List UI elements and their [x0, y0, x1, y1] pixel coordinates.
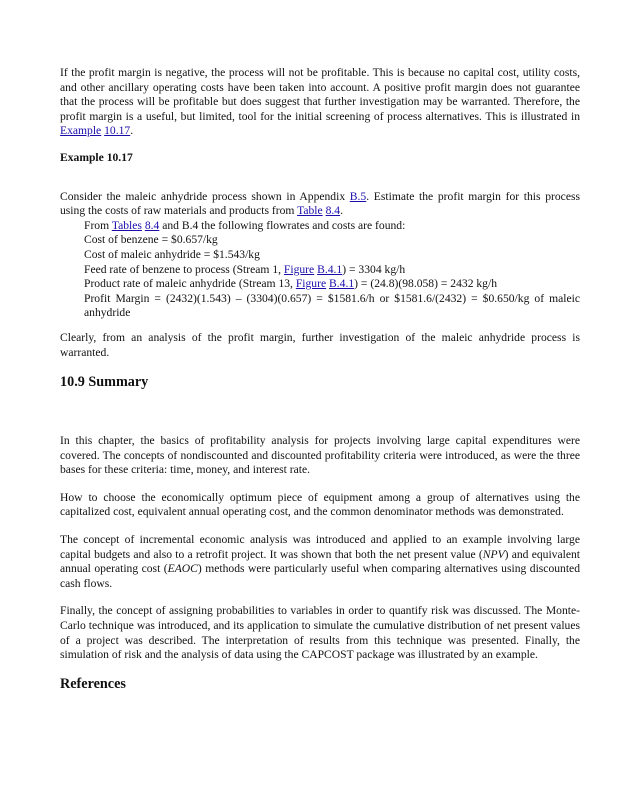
npv-term: NPV [482, 547, 505, 561]
eaoc-term: EAOC [167, 562, 198, 576]
summary-paragraph-4: Finally, the concept of assigning probabilities to variables in order to quantify risk was discussed. The Monte-Carlo technique was introduced, and its application to simulate the cumulative distribution of net present values of a project was described. The interpretation of results from this technique was presented. Finally, the simulation of risk and the analysis of data using the CAPCOST package was illustrated by an example. [60, 604, 580, 662]
line-text: Product rate of maleic anhydride (Stream 13, [84, 277, 296, 291]
figure-number-link[interactable]: B.4.1 [317, 262, 343, 276]
example-line-product-rate [84, 277, 580, 292]
example-problem-text-2: . Estimate the profit margin for this process using the costs of raw materials and products from [60, 189, 580, 218]
example-line-feed-rate [84, 263, 580, 278]
example-line-profit-margin: Profit Margin = (2432)(1.543) – (3304)(0.657) = $1581.6/h or $1581.6/(2432) = $0.650/kg of maleic anhydride [84, 291, 580, 320]
tables-link[interactable]: Tables [111, 218, 142, 232]
appendix-link[interactable]: B.5 [349, 189, 367, 203]
figure-number-link-2[interactable]: B.4.1 [329, 277, 355, 291]
line-text-2: ) = (24.8)(98.058) = 2432 kg/h [354, 277, 498, 291]
summary-paragraph-1: In this chapter, the basics of profitability analysis for projects involving large capital expenditures were covered. The concepts of nondiscounted and discounted profitability criteria were introduced, as were the three bases for these criteria: time, money, and interest rate. [60, 434, 580, 477]
example-line-maleic-cost: Cost of maleic anhydride = $1.543/kg [84, 247, 260, 261]
table-link[interactable]: Table [297, 204, 323, 218]
example-number-link[interactable]: 10.17 [104, 124, 131, 138]
example-problem-period: . [340, 204, 343, 218]
example-line-benzene-cost: Cost of benzene = $0.657/kg [84, 233, 218, 247]
page-content [60, 66, 580, 693]
figure-link-2[interactable]: Figure [295, 277, 327, 291]
figure-link[interactable]: Figure [283, 262, 315, 276]
summary-paragraph-2: How to choose the economically optimum piece of equipment among a group of alternatives using the capitalized cost, equivalent annual operating cost, and the common denominator methods was demonstrated. [60, 490, 580, 519]
intro-text: If the profit margin is negative, the process will not be profitable. This is because no capital cost, utility costs, and other ancillary operating costs have been taken into account. A positive profit margin does not guarantee that the process will be profitable but does suggest that further investigation may be warranted. Therefore, the profit margin is a useful, but limited, tool for the initial screening of process alternatives. This is illustrated in [60, 66, 580, 123]
summary-heading: 10.9 Summary [60, 374, 149, 391]
example-line-tables [84, 219, 580, 234]
summary-text: The concept of incremental economic analysis was introduced and applied to an example involving large capital budgets and also to a retrofit project. It was shown that both the net present value ( [60, 533, 580, 561]
example-problem [60, 190, 580, 219]
references-heading: References [60, 675, 126, 692]
line-text-2: and B.4 the following flowrates and costs are found: [159, 218, 406, 232]
summary-text-3: ) methods were particularly useful when comparing alternatives using discounted cash flows. [60, 562, 580, 590]
example-link[interactable]: Example [60, 124, 102, 138]
tables-number-link[interactable]: 8.4 [144, 218, 160, 232]
line-text: From [84, 218, 112, 232]
line-text-2: ) = 3304 kg/h [342, 262, 406, 276]
line-text: Feed rate of benzene to process (Stream 1, [84, 262, 284, 276]
summary-text-2: ) and equivalent annual operating cost ( [60, 547, 580, 576]
example-problem-text: Consider the maleic anhydride process shown in Appendix [60, 189, 350, 203]
table-number-link[interactable]: 8.4 [325, 204, 341, 218]
intro-paragraph [60, 66, 580, 139]
intro-period: . [130, 124, 134, 138]
example-conclusion: Clearly, from an analysis of the profit margin, further investigation of the maleic anhydride process is warranted. [60, 330, 580, 359]
example-title: Example 10.17 [60, 150, 133, 164]
summary-paragraph-3 [60, 533, 580, 591]
